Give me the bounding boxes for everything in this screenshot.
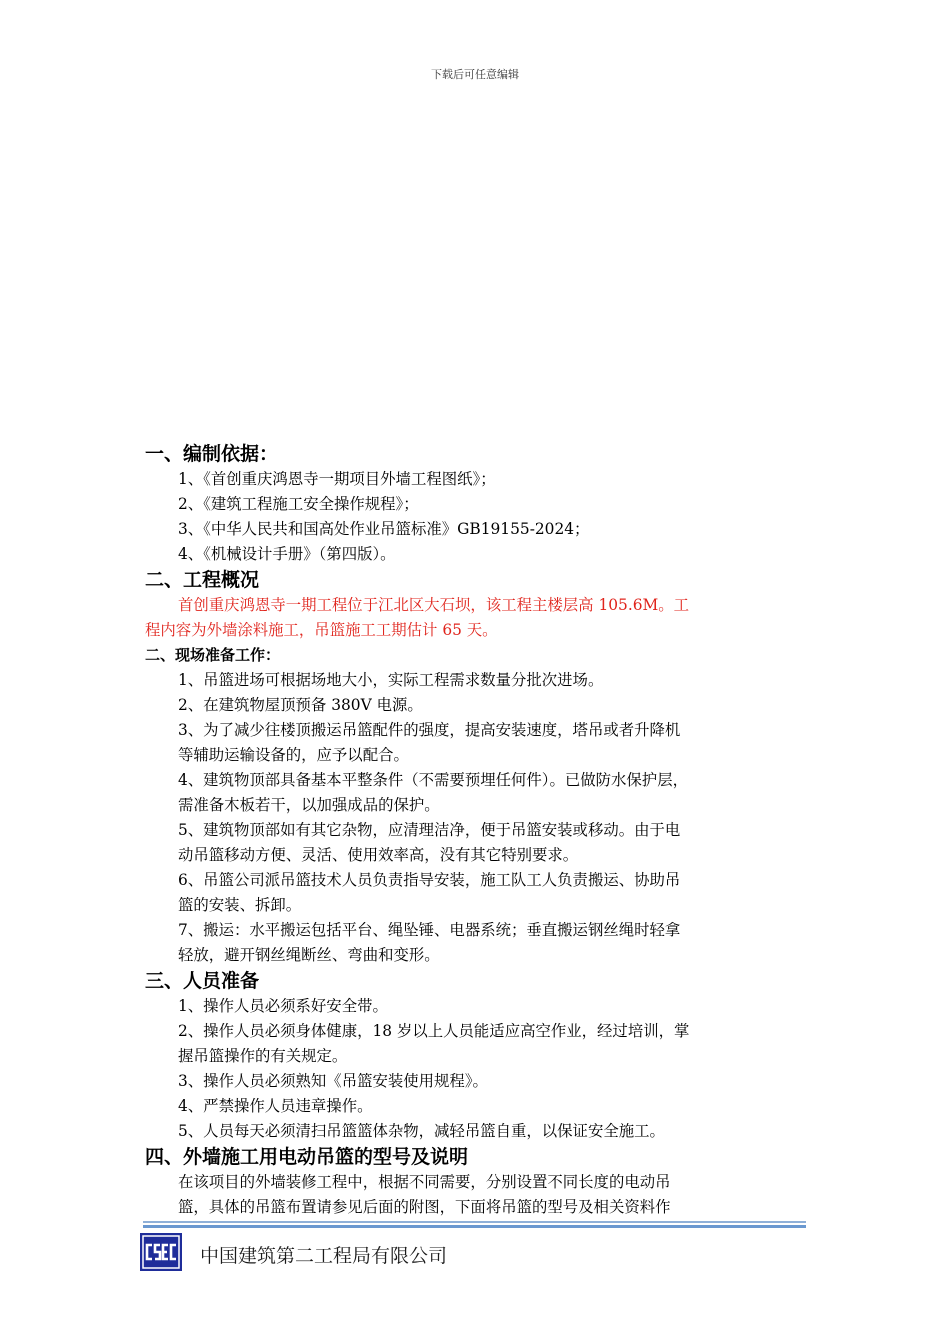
gondola-line: 篮，具体的吊篮布置请参见后面的附图，下面将吊篮的型号及相关资料作 [178, 1198, 671, 1216]
site-prep-line: 等辅助运输设备的，应予以配合。 [178, 746, 409, 764]
site-prep-line: 7、搬运：水平搬运包括平台、绳坠锤、电器系统；垂直搬运钢丝绳时轻拿 [178, 921, 681, 939]
personnel-line: 4、严禁操作人员违章操作。 [178, 1097, 373, 1115]
section-title-personnel: 三、人员准备 [145, 970, 260, 992]
basis-item: 3、《中华人民共和国高处作业吊篮标准》GB19155-2024； [178, 520, 590, 538]
personnel-line: 2、操作人员必须身体健康，18 岁以上人员能适应高空作业，经过培训，掌 [178, 1022, 690, 1040]
site-prep-line: 2、在建筑物屋顶预备 380V 电源。 [178, 696, 423, 714]
footer-rule [143, 1221, 806, 1223]
basis-item: 1、《首创重庆鸿恩寺一期项目外墙工程图纸》； [178, 470, 496, 488]
site-prep-line: 3、为了减少往楼顶搬运吊篮配件的强度，提高安装速度，塔吊或者升降机 [178, 721, 681, 739]
basis-item: 4、《机械设计手册》（第四版）。 [178, 545, 396, 563]
personnel-line: 握吊篮操作的有关规定。 [178, 1047, 348, 1065]
site-prep-line: 需准备木板若干，以加强成品的保护。 [178, 796, 440, 814]
overview-line: 程内容为外墙涂料施工，吊篮施工工期估计 65 天。 [145, 621, 498, 639]
site-prep-line: 4、建筑物顶部具备基本平整条件（不需要预埋任何件）。已做防水保护层， [178, 771, 688, 789]
site-prep-line: 1、吊篮进场可根据场地大小，实际工程需求数量分批次进场。 [178, 671, 604, 689]
footer-rule [143, 1225, 806, 1228]
personnel-line: 5、人员每天必须清扫吊篮篮体杂物，减轻吊篮自重，以保证安全施工。 [178, 1122, 665, 1140]
site-prep-line: 6、吊篮公司派吊篮技术人员负责指导安装，施工队工人负责搬运、协助吊 [178, 871, 681, 889]
personnel-line: 3、操作人员必须熟知《吊篮安装使用规程》。 [178, 1072, 488, 1090]
basis-item: 2、《建筑工程施工安全操作规程》； [178, 495, 419, 513]
overview-line: 首创重庆鸿恩寺一期工程位于江北区大石坝，该工程主楼层高 105.6M。工 [178, 596, 690, 614]
site-prep-line: 轻放，避开钢丝绳断丝、弯曲和变形。 [178, 946, 440, 964]
cscec-logo [140, 1233, 182, 1271]
company-name: 中国建筑第二工程局有限公司 [200, 1245, 448, 1267]
site-prep-line: 5、建筑物顶部如有其它杂物，应清理洁净，便于吊篮安装或移动。由于电 [178, 821, 681, 839]
header-note: 下载后可任意编辑 [431, 68, 519, 81]
site-prep-line: 动吊篮移动方便、灵活、使用效率高，没有其它特别要求。 [178, 846, 579, 864]
section-title-gondola-models: 四、外墙施工用电动吊篮的型号及说明 [145, 1146, 469, 1168]
section-title-overview: 二、工程概况 [145, 569, 260, 591]
section-title-site-prep: 二、现场准备工作： [145, 646, 281, 664]
personnel-line: 1、操作人员必须系好安全带。 [178, 997, 388, 1015]
gondola-line: 在该项目的外墙装修工程中，根据不同需要，分别设置不同长度的电动吊 [178, 1173, 671, 1191]
site-prep-line: 篮的安装、拆卸。 [178, 896, 302, 914]
document-body [145, 441, 825, 1220]
section-title-basis: 一、编制依据： [145, 443, 279, 465]
